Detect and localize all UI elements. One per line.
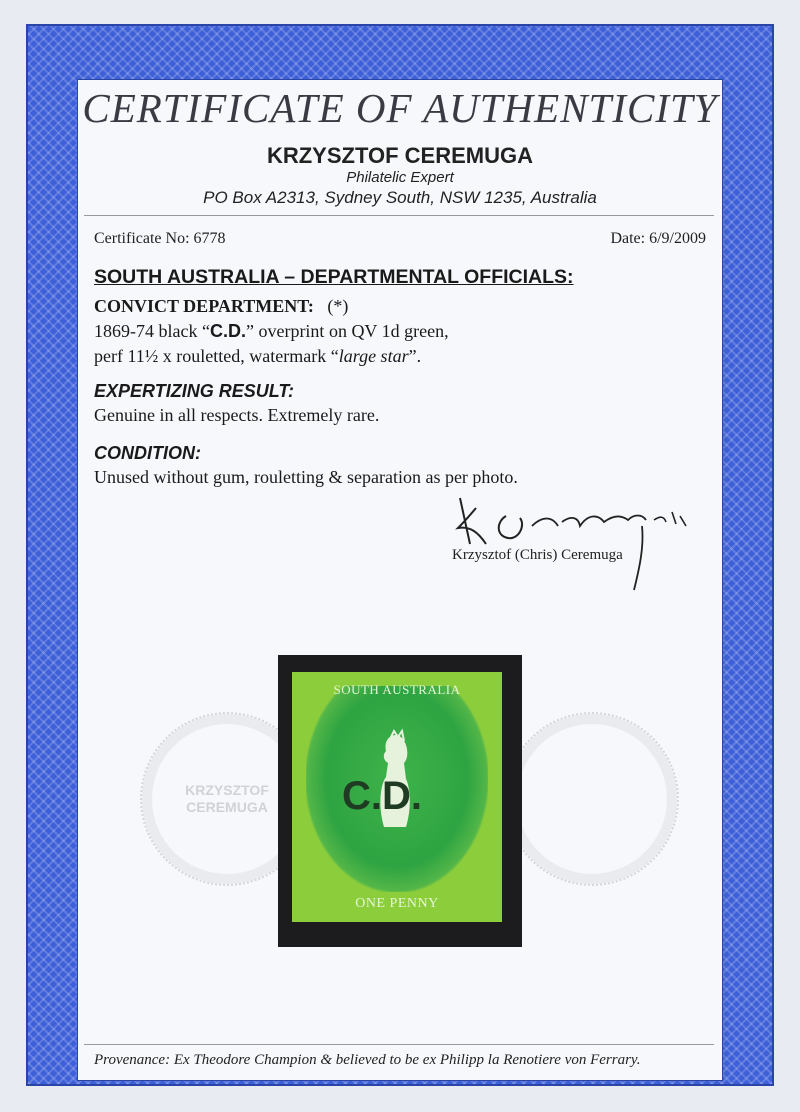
condition-text: Unused without gum, rouletting & separation as per photo. — [94, 467, 518, 487]
header-divider — [84, 215, 714, 216]
expert-name: KRZYSZTOF CEREMUGA — [266, 143, 534, 168]
emboss-seal-right — [505, 712, 679, 886]
emboss-line-1: KRZYSZTOF — [185, 782, 269, 799]
certificate-date: Date: 6/9/2009 — [610, 230, 706, 247]
result-heading: EXPERTIZING RESULT: — [94, 381, 295, 401]
expert-address: PO Box A2313, Sydney South, NSW 1235, Australia — [203, 188, 597, 207]
description-1-suffix: ” overprint on QV 1d green, — [245, 321, 449, 341]
expert-role: Philatelic Expert — [346, 169, 454, 186]
certificate-title: CERTIFICATE OF AUTHENTICITY — [82, 85, 718, 131]
condition-heading: CONDITION: — [94, 443, 201, 463]
signer-name: Krzysztof (Chris) Ceremuga — [452, 547, 623, 563]
certificate-number: Certificate No: 6778 — [94, 230, 226, 247]
description-line-2 — [94, 346, 421, 367]
provenance-text: Provenance: Ex Theodore Champion & believed to be ex Philipp la Renotiere von Ferrary. — [94, 1052, 641, 1068]
department-note: (*) — [327, 296, 349, 316]
stamp-overprint: C.D. — [342, 774, 422, 818]
stamp-country-text: SOUTH AUSTRALIA — [333, 682, 461, 697]
stamp-heading: SOUTH AUSTRALIA – DEPARTMENTAL OFFICIALS: — [94, 266, 574, 288]
description-2-suffix: ”. — [408, 346, 422, 366]
overprint-text: C.D. — [209, 321, 246, 341]
department-label: CONVICT DEPARTMENT: — [94, 296, 314, 316]
signature — [448, 486, 698, 598]
footer-divider — [84, 1044, 714, 1045]
stamp — [292, 672, 502, 922]
description-1-prefix: 1869-74 black “ — [94, 321, 210, 341]
emboss-line-2: CEREMUGA — [186, 799, 268, 815]
department-line — [94, 296, 348, 317]
stamp-value-text: ONE PENNY — [355, 896, 439, 911]
watermark-text: large star — [338, 346, 409, 366]
result-text: Genuine in all respects. Extremely rare. — [94, 405, 380, 425]
description-line-1 — [94, 321, 449, 342]
description-2-prefix: perf 11½ x rouletted, watermark “ — [94, 346, 339, 366]
